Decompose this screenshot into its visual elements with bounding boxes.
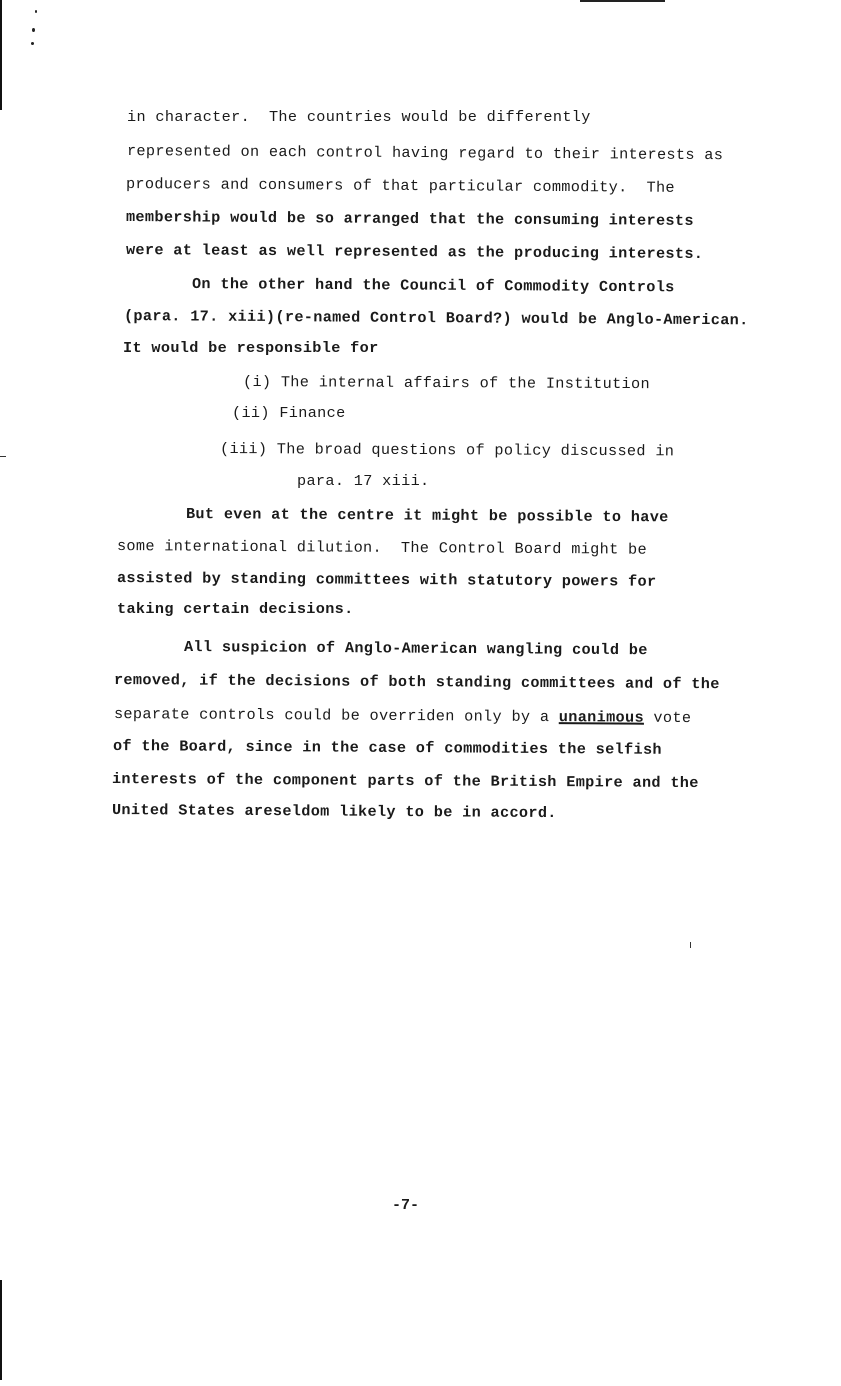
paragraph-4-line-1: All suspicion of Anglo-American wangling could be [183, 638, 648, 660]
paragraph-1-line-4: membership would be so arranged that the consuming interests [125, 208, 694, 230]
paragraph-4-line-3-start: separate controls could be overriden only by a [113, 705, 559, 727]
scan-speck [0, 456, 6, 457]
paragraph-3-line-4: taking certain decisions. [117, 600, 354, 618]
paragraph-4-line-3-end: vote [643, 708, 692, 728]
scan-edge-left [0, 0, 2, 110]
scan-edge-top [580, 0, 665, 2]
scan-speck [31, 42, 34, 45]
paragraph-3-line-1: But even at the centre it might be possible to have [185, 505, 669, 527]
scan-speck [690, 942, 691, 948]
list-item-ii: (ii) Finance [232, 404, 346, 422]
paragraph-1-line-5: were at least as well represented as the producing interests. [125, 241, 704, 264]
scan-edge-left-bottom [0, 1280, 2, 1380]
page-number: -7- [392, 1197, 420, 1214]
paragraph-1-line-3: producers and consumers of that particular commodity. The [125, 175, 675, 197]
scan-speck [32, 28, 35, 32]
paragraph-4-line-3 [114, 705, 691, 727]
paragraph-3-line-3: assisted by standing committees with statutory powers for [116, 569, 657, 591]
paragraph-2-line-2: (para. 17. xiii)(re-named Control Board?) would be Anglo-American. [123, 307, 749, 330]
paragraph-1-line-2: represented on each control having regard to their interests as [126, 142, 724, 165]
paragraph-3-line-2: some international dilution. The Control Board might be [116, 537, 648, 559]
paragraph-2-line-3: It would be responsible for [123, 339, 379, 357]
paragraph-2-line-1: On the other hand the Council of Commodity Controls [191, 275, 675, 297]
paragraph-4-line-5: interests of the component parts of the British Empire and the [111, 770, 699, 793]
paragraph-1-line-1: in character. The countries would be differently [127, 108, 591, 126]
paragraph-4-line-6: United States areseldom likely to be in accord. [111, 801, 557, 823]
list-item-iii: (iii) The broad questions of policy discussed in [219, 440, 675, 461]
paragraph-4-line-2: removed, if the decisions of both standing committees and of the [113, 671, 720, 694]
underlined-word-unanimous: unanimous [558, 708, 645, 727]
scan-speck [35, 10, 37, 13]
list-item-iii-continued: para. 17 xiii. [297, 472, 430, 490]
paragraph-4-line-4: of the Board, since in the case of commodities the selfish [112, 737, 662, 759]
list-item-i: (i) The internal affairs of the Institution [242, 373, 650, 394]
